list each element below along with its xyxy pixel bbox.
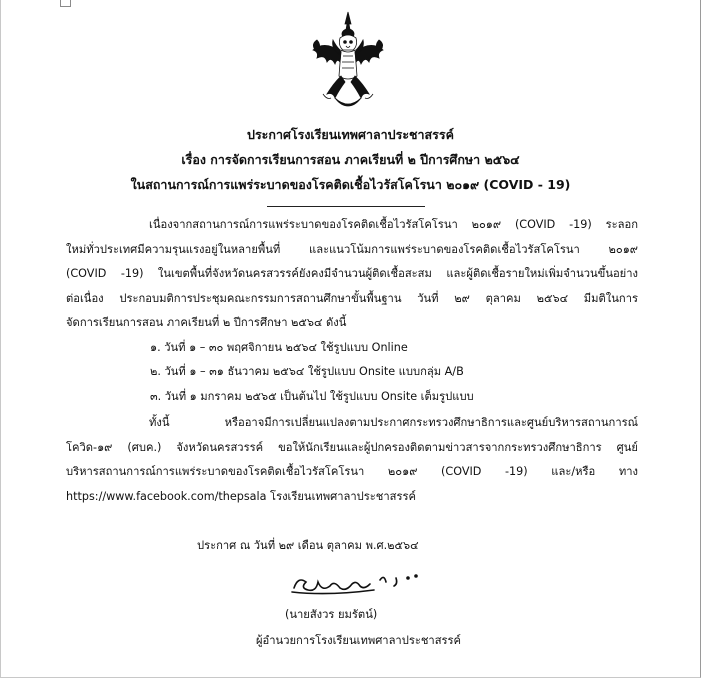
paragraph-line: บริหารสถานการณ์การแพร่ระบาดของโรคติดเชื้อไวรัสโคโรนา ๒๐๑๙ (COVID -19) และ/หรือ ทาง [66,465,638,478]
title-divider [267,206,425,207]
paragraph-line: ทั้งนี้ หรืออาจมีการเปลี่ยนแปลงตามประกาศกระทรวงศึกษาธิการและศูนย์บริหารสถานการณ์ [149,416,638,429]
announcement-subject: เรื่อง การจัดการเรียนการสอน ภาคเรียนที่ ๒ ปีการศึกษา ๒๕๖๔ [181,152,520,167]
garuda-emblem-icon [305,10,391,114]
page-corner-marker [60,0,71,7]
handwritten-signature [288,566,428,598]
announcement-title: ประกาศโรงเรียนเทพศาลาประชาสรรค์ [247,127,454,142]
facebook-link-text: https://www.facebook.com/thepsala โรงเรียนเทพศาลาประชาสรรค์ [66,489,416,503]
signer-title: ผู้อำนวยการโรงเรียนเทพศาลาประชาสรรค์ [256,634,462,647]
paragraph-line: เนื่องจากสถานการณ์การแพร่ระบาดของโรคติดเชื้อไวรัสโคโรนา ๒๐๑๙ (COVID -19) ระลอก [149,218,638,231]
paragraph-line: (COVID -19) ในเขตพื้นที่จังหวัดนครสวรรค์ยังคงมีจำนวนผู้ติดเชื้อสะสม และผู้ติดเชื้อรายใหม่เพิ่มจำนวนขึ้นอย่าง [66,267,638,280]
schedule-item: ๒. วันที่ ๑ – ๓๑ ธันวาคม ๒๕๖๔ ใช้รูปแบบ Onsite แบบกลุ่ม A/B [150,365,464,378]
paragraph-line: ใหม่ทั่วประเทศมีความรุนแรงอยู่ในหลายพื้นที่ และแนวโน้มการแพร่ระบาดของโรคติดเชื้อไวรัสโคโรนา ๒๐๑๙ [66,242,638,256]
announcement-header [0,122,701,197]
paragraph-line: จัดการเรียนการสอน ภาคเรียนที่ ๒ ปีการศึกษา ๒๕๖๔ ดังนี้ [66,316,347,329]
announcement-date: ประกาศ ณ วันที่ ๒๙ เดือน ตุลาคม พ.ศ.๒๕๖๔ [197,539,419,552]
announcement-body [66,213,638,509]
paragraph-line: โควิด-๑๙ (ศบค.) จังหวัดนครสวรรค์ ขอให้นักเรียนและผู้ปกครองติดตามข่าวสารจากกระทรวงศึกษาธิการ ศูนย์ [66,440,638,454]
paragraph-line: ต่อเนื่อง ประกอบมติการประชุมคณะกรรมการสถานศึกษาขั้นพื้นฐาน วันที่ ๒๙ ตุลาคม ๒๕๖๔ มีมติในการ [66,291,638,305]
schedule-item: ๓. วันที่ ๑ มกราคม ๒๕๖๕ เป็นต้นไป ใช้รูปแบบ Onsite เต็มรูปแบบ [150,389,474,403]
announcement-context: ในสถานการณ์การแพร่ระบาดของโรคติดเชื้อไวรัสโคโรนา ๒๐๑๙ (COVID - 19) [130,177,571,192]
signer-name: (นายสังวร ยมรัตน์) [285,608,378,621]
schedule-item: ๑. วันที่ ๑ – ๓๐ พฤศจิกายน ๒๕๖๔ ใช้รูปแบบ Online [150,340,408,354]
